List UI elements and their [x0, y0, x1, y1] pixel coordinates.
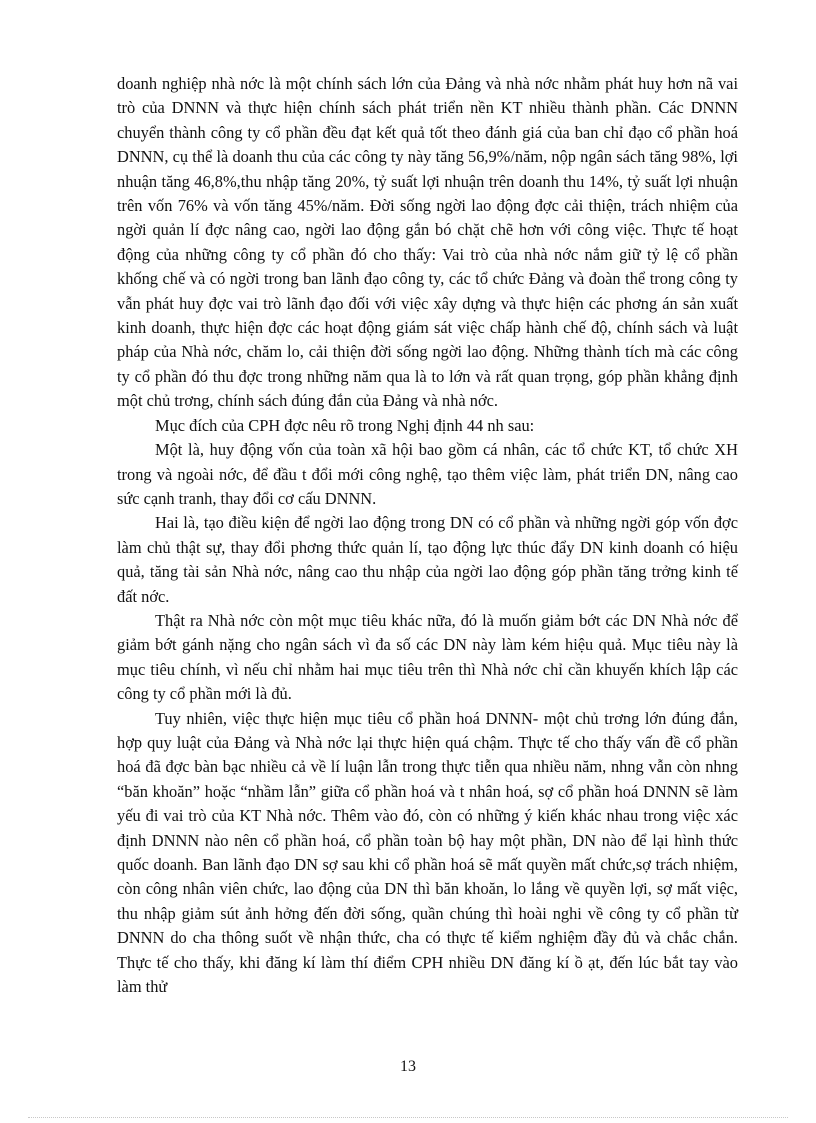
- paragraph-5: Thật ra Nhà nớc còn một mục tiêu khác nữa, đó là muốn giảm bớt các DN Nhà nớc để giảm bớt gánh nặng cho ngân sách vì đa số các DN này làm kém hiệu quả. Mục tiêu này là mục tiêu chính, vì nếu chỉ nhằm hai mục tiêu trên thì Nhà nớc chỉ cần khuyến khích lập các công ty cổ phần mới là đủ.: [117, 610, 738, 704]
- page-bottom-divider: [28, 1117, 788, 1118]
- paragraph-2: Mục đích của CPH đợc nêu rõ trong Nghị định 44 nh sau:: [155, 415, 535, 435]
- paragraph-4: Hai là, tạo điều kiện để ngời lao động trong DN có cổ phần và những ngời góp vốn đợc làm chủ thật sự, thay đổi phơng thức quản lí, tạo động lực thúc đẩy DN kinh doanh có hiệu quả, tăng tài sản Nhà nớc, nâng cao thu nhập của ngời lao động góp phần tăng trởng kinh tế đất nớc.: [117, 513, 738, 606]
- page-number: 13: [400, 1058, 416, 1075]
- paragraph-6: Tuy nhiên, việc thực hiện mục tiêu cổ phần hoá DNNN- một chủ trơng lớn đúng đắn, hợp quy luật của Đảng và Nhà nớc lại thực hiện quá chậm. Thực tế cho thấy vấn đề cổ phần hoá đã đợc bàn bạc nhiều cả về lí luận lẫn trong thực tiễn qua nhiều năm, nhng vẫn còn nhng “băn khoăn” hoặc “nhầm lẫn” giữa cổ phần hoá và t nhân hoá, sợ cổ phần hoá DNNN sẽ làm yếu đi vai trò của KT Nhà nớc. Thêm vào đó, còn có những ý kiến khác nhau trong việc xác định DNNN nào nên cổ phần hoá, cổ phần toàn bộ hay một phần, DN nào để lại hình thức quốc doanh. Ban lãnh đạo DN sợ sau khi cổ phần hoá sẽ mất quyền mất chức,sợ trách nhiệm, còn công nhân viên chức, lao động của DN thì băn khoăn, lo lắng về quyền lợi, sợ mất việc, thu nhập giảm sút ảnh hởng đến đời sống, quần chúng thì hoài nghi về công ty cổ phần từ DNNN do cha thông suốt về nhận thức, cha có thực tế kiểm nghiệm đầy đủ và chắc chắn. Thực tế cho thấy, khi đăng kí làm thí điểm CPH nhiều DN đăng kí ồ ạt, đến lúc bắt tay vào làm thử: [117, 708, 738, 997]
- paragraph-1: doanh nghiệp nhà nớc là một chính sách lớn của Đảng và nhà nớc nhằm phát huy hơn nã vai trò của DNNN và thực hiện chính sách phát triển nền KT nhiều thành phần. Các DNNN chuyển thành công ty cổ phần đều đạt kết quả tốt theo đánh giá của ban chỉ đạo cổ phần hoá DNNN, cụ thể là doanh thu của các công ty này tăng 56,9%/năm, nộp ngân sách tăng 98%, lợi nhuận tăng 46,8%,thu nhập tăng 20%, tỷ suất lợi nhuận trên doanh thu 14%, tỷ suất lợi nhuận trên vốn 76% và vốn tăng 45%/năm. Đời sống ngời lao động đợc cải thiện, trách nhiệm của ngời quản lí đợc nâng cao, ngời lao động gắn bó chặt chẽ hơn với công việc. Thực tế hoạt động của những công ty cổ phần đó cho thấy: Vai trò của nhà nớc nắm giữ tỷ lệ cổ phần khống chế và có ngời trong ban lãnh đạo công ty, các tổ chức Đảng và đoàn thể trong công ty vẫn phát huy đợc vai trò lãnh đạo đối với việc xây dựng và thực hiện các phơng án sản xuất kinh doanh, thực hiện đợc các hoạt động giám sát việc chấp hành chế độ, chính sách và luật pháp của Nhà nớc, chăm lo, cải thiện đời sống ngời lao động. Những thành tích mà các công ty cổ phần đó thu đợc trong những năm qua là to lớn và rất quan trọng, góp phần khẳng định một chủ trơng, chính sách đúng đắn của Đảng và nhà nớc.: [117, 74, 738, 411]
- document-body: [117, 72, 738, 999]
- paragraph-3: Một là, huy động vốn của toàn xã hội bao gồm cá nhân, các tổ chức KT, tổ chức XH trong và ngoài nớc, để đầu t đổi mới công nghệ, tạo thêm việc làm, phát triển DN, nâng cao sức cạnh tranh, thay đổi cơ cấu DNNN.: [117, 440, 738, 508]
